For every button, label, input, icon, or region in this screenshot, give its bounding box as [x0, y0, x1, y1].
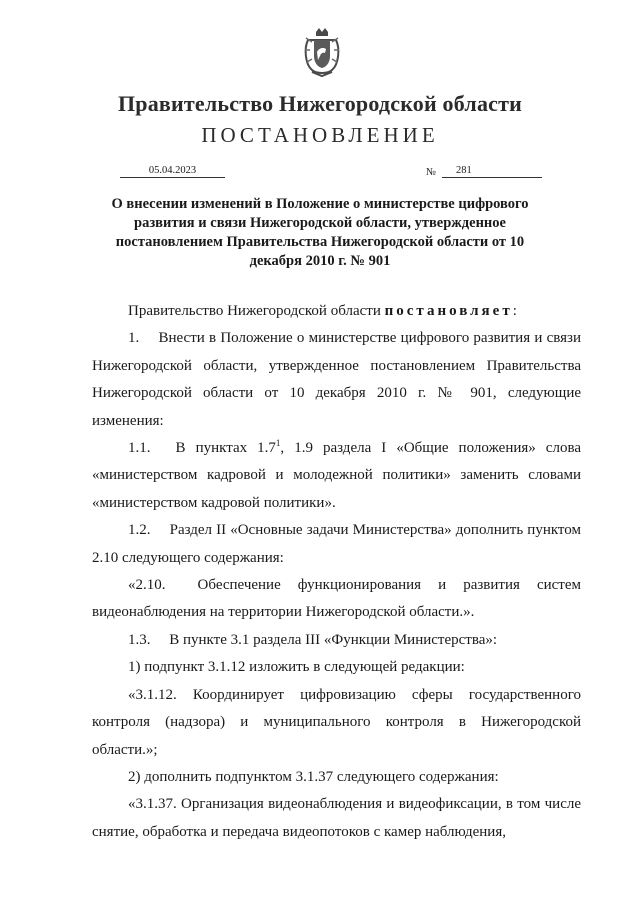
subparagraph-1: 1) подпункт 3.1.12 изложить в следующей редакции:: [128, 659, 465, 676]
document-body: [92, 298, 581, 846]
decree-word: постановляет: [384, 303, 513, 319]
intro-paragraph: [92, 298, 581, 325]
subparagraph-2: 2) дополнить подпунктом 3.1.37 следующего содержания:: [128, 768, 499, 785]
decree-date: 05.04.2023: [120, 165, 225, 178]
superscript-1: 1: [275, 438, 281, 449]
paragraph-1: 1. Внести в Положение о министерстве цифрового развития и связи Нижегородской области, утвержденное постановлением Правительства Нижегородской области от 10 декабря 2010 г. № 901, следующие изменения:: [92, 330, 581, 429]
government-name: Правительство Нижегородской области: [117, 91, 522, 116]
paragraph-1-3: 1.3. В пункте 3.1 раздела III «Функции Министерства»:: [128, 631, 498, 648]
document-subject: О внесении изменений в Положение о министерстве цифрового развития и связи Нижегородской области, утвержденное постановлением Правительства Нижегородской области от 10 декабря 2010 г. № 901: [111, 196, 529, 269]
subparagraph-1-quote: «3.1.12. Координирует цифровизацию сферы государственного контроля (надзора) и муниципального контроля в Нижегородской области.»;: [92, 686, 581, 758]
intro-suffix: :: [512, 303, 517, 319]
paragraph-1-1: [92, 435, 581, 517]
decree-number-field: [442, 165, 542, 178]
subparagraph-2-quote: «3.1.37. Организация видеонаблюдения и видеофиксации, в том числе снятие, обработка и передача видеопотоков с камер наблюдения,: [92, 796, 581, 840]
intro-prefix: Правительство Нижегородской области: [128, 303, 381, 319]
nizhny-novgorod-coat-of-arms-icon: [302, 26, 342, 78]
paragraph-1-2: 1.2. Раздел II «Основные задачи Министерства» дополнить пунктом 2.10 следующего содержания:: [92, 522, 581, 566]
document-type: ПОСТАНОВЛЕНИЕ: [201, 123, 439, 147]
paragraph-1-1-end: , 1.9 раздела I «Общие положения» слова «министерством кадровой и молодежной политики» заменить словами «министерством кадровой политики».: [92, 440, 581, 511]
paragraph-1-2-quote: «2.10. Обеспечение функционирования и развития систем видеонаблюдения на территории Нижегородской области.».: [92, 577, 581, 621]
number-label: №: [426, 167, 437, 178]
paragraph-1-1-start: 1.1. В пунктах 1.7: [128, 440, 276, 457]
decree-number: 281: [456, 165, 472, 176]
